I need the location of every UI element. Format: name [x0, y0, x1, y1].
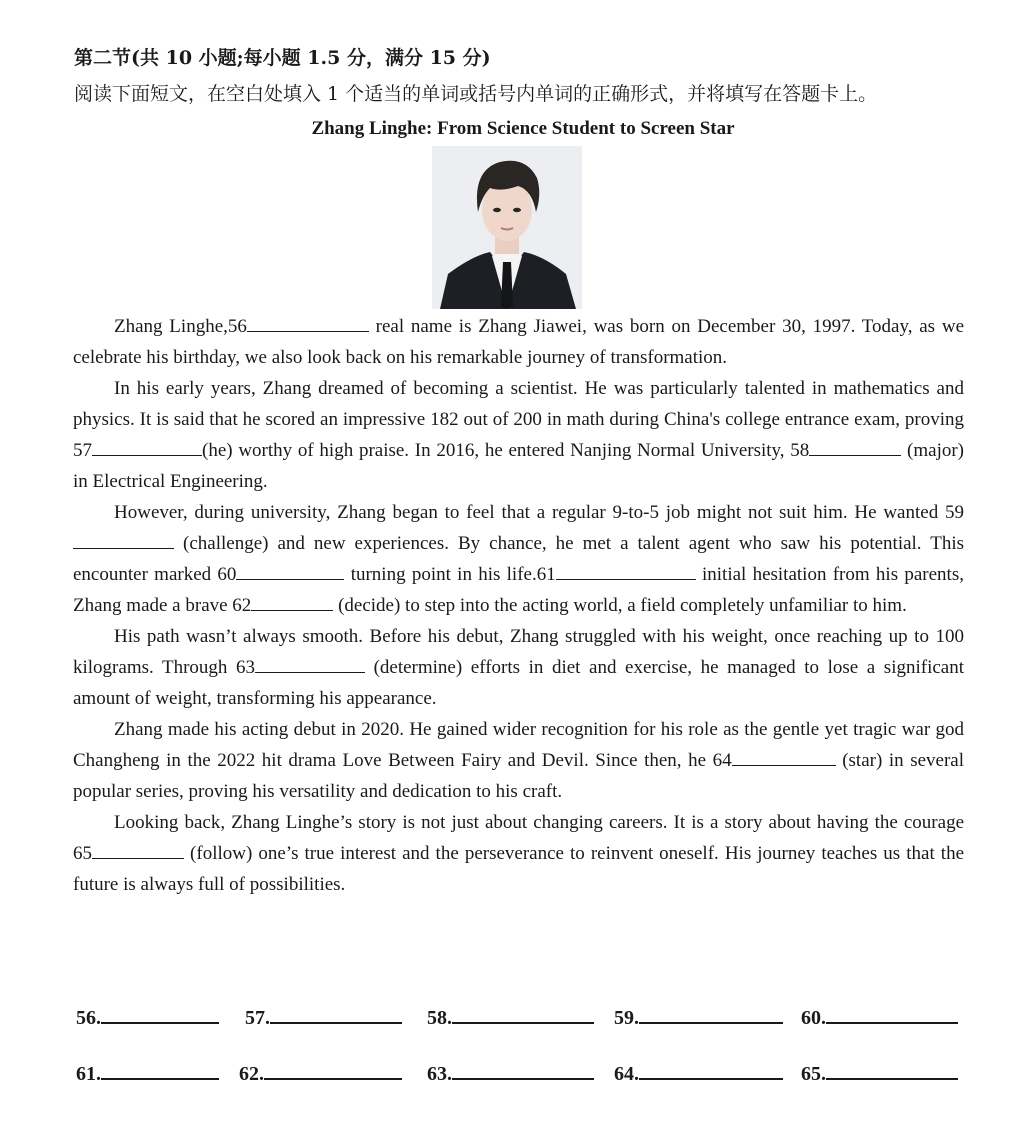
blank-57 — [92, 436, 202, 456]
blank-60 — [236, 560, 344, 580]
answer-slot-62[interactable]: 62. — [239, 1056, 402, 1086]
portrait-photo — [432, 146, 582, 309]
blank-64 — [732, 746, 836, 766]
blank-58 — [809, 436, 901, 456]
paragraph-1: Zhang Linghe,56 real name is Zhang Jiawei, was born on December 30, 1997. Today, as we celebrate his birthday, we also look back on his remarkable journey of transformation. — [73, 311, 964, 373]
article-body — [73, 311, 964, 900]
answer-slot-64[interactable]: 64. — [614, 1056, 783, 1086]
blank-63 — [255, 653, 365, 673]
answer-slot-57[interactable]: 57. — [245, 1000, 402, 1030]
section-instruction: 阅读下面短文，在空白处填入 1 个适当的单词或括号内单词的正确形式，并将填写在答题卡上。 — [74, 83, 878, 105]
paragraph-6: Looking back, Zhang Linghe’s story is not just about changing careers. It is a story about having the courage 65 (follow) one’s true interest and the perseverance to reinvent oneself. His journey teaches us that the future is always full of possibilities. — [73, 812, 964, 895]
paragraph-5: Zhang made his acting debut in 2020. He gained wider recognition for his role as the gentle yet tragic war god Changheng in the 2022 hit drama Love Between Fairy and Devil. Since then, he 64 (star) in several popular series, proving his versatility and dedication to his craft. — [73, 719, 964, 802]
blank-62 — [251, 591, 333, 611]
answer-slot-63[interactable]: 63. — [427, 1056, 594, 1086]
answer-row-2 — [76, 1056, 976, 1112]
answer-slot-61[interactable]: 61. — [76, 1056, 219, 1086]
answer-slot-65[interactable]: 65. — [801, 1056, 958, 1086]
paragraph-3: However, during university, Zhang began to feel that a regular 9-to-5 job might not suit him. He wanted 59 (challenge) and new experiences. By chance, he met a talent agent who saw his potential. This encounter marked 60 turning point in his life.61 initial hesitation from his parents, Zhang made a brave 62 (decide) to step into the acting world, a field completely unfamiliar to him. — [73, 502, 964, 616]
section-header: 第二节(共 10 小题;每小题 1.5 分，满分 15 分) — [74, 47, 491, 69]
answer-sheet — [76, 1000, 976, 1112]
blank-65 — [92, 839, 184, 859]
paragraph-4: His path wasn’t always smooth. Before his debut, Zhang struggled with his weight, once reaching up to 100 kilograms. Through 63 (determine) efforts in diet and exercise, he managed to lose a significant amount of weight, transforming his appearance. — [73, 626, 965, 709]
answer-slot-56[interactable]: 56. — [76, 1000, 219, 1030]
blank-61 — [556, 560, 696, 580]
paragraph-2: In his early years, Zhang dreamed of becoming a scientist. He was particularly talented in mathematics and physics. It is said that he scored an impressive 182 out of 200 in math during China's college entrance exam, proving 57 (he) worthy of high praise. In 2016, he entered Nanjing Normal University, 58 (major) in Electrical Engineering. — [73, 378, 964, 492]
article-title: Zhang Linghe: From Science Student to Screen Star — [311, 118, 735, 139]
answer-slot-60[interactable]: 60. — [801, 1000, 958, 1030]
blank-56 — [247, 312, 369, 332]
blank-59 — [73, 529, 174, 549]
answer-slot-58[interactable]: 58. — [427, 1000, 594, 1030]
answer-row-1 — [76, 1000, 976, 1056]
answer-slot-59[interactable]: 59. — [614, 1000, 783, 1030]
